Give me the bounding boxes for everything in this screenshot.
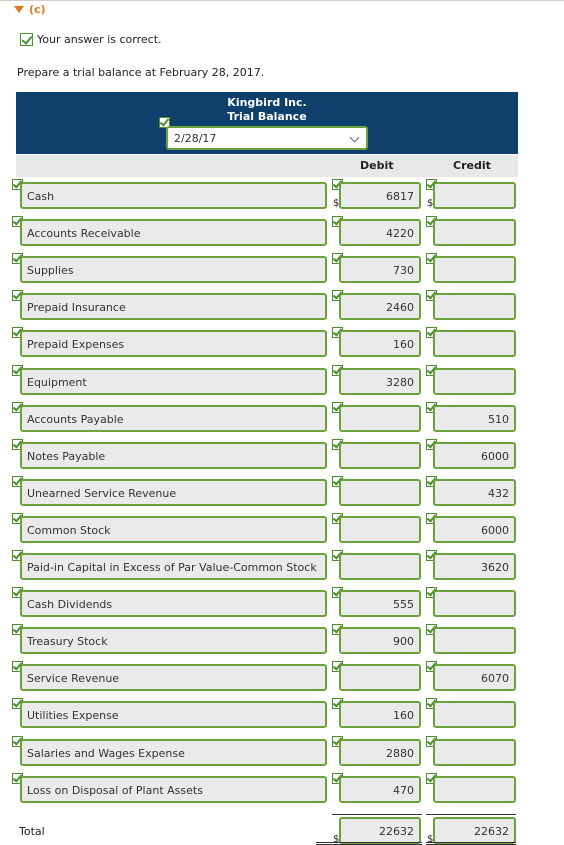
credit-field[interactable]: 510	[433, 405, 516, 432]
credit-field[interactable]	[433, 256, 516, 283]
table-row	[0, 734, 564, 771]
table-row	[0, 511, 564, 548]
table-row	[0, 214, 564, 251]
correct-status	[20, 33, 162, 46]
checkmark-icon	[20, 33, 33, 46]
credit-field[interactable]	[433, 776, 516, 803]
debit-dollar-sign: $	[333, 198, 340, 209]
debit-field[interactable]	[339, 442, 421, 469]
status-text: Your answer is correct.	[37, 33, 162, 46]
debit-field[interactable]: 160	[339, 701, 421, 728]
debit-field[interactable]: 900	[339, 627, 421, 654]
debit-field[interactable]	[339, 516, 421, 543]
account-field[interactable]: Cash	[20, 182, 327, 209]
debit-total-rule	[332, 814, 422, 815]
credit-field[interactable]	[433, 590, 516, 617]
date-select-value: 2/28/17	[174, 132, 217, 145]
credit-field[interactable]	[433, 627, 516, 654]
account-field[interactable]: Cash Dividends	[20, 590, 327, 617]
account-field[interactable]: Notes Payable	[20, 442, 327, 469]
credit-total-dollar: $	[427, 834, 434, 845]
account-field[interactable]: Prepaid Expenses	[20, 330, 327, 357]
part-label: (c)	[29, 3, 46, 16]
table-row	[0, 288, 564, 325]
account-field[interactable]: Common Stock	[20, 516, 327, 543]
debit-field[interactable]: 4220	[339, 219, 421, 246]
credit-total-rule	[426, 814, 516, 815]
table-row	[0, 177, 564, 214]
debit-field[interactable]	[339, 553, 421, 580]
account-field[interactable]: Service Revenue	[20, 664, 327, 691]
instruction-text: Prepare a trial balance at February 28, 2017.	[17, 66, 265, 79]
part-toggle[interactable]	[14, 3, 46, 16]
total-row	[0, 814, 564, 845]
credit-field[interactable]: 432	[433, 479, 516, 506]
account-field[interactable]: Utilities Expense	[20, 701, 327, 728]
top-divider	[0, 0, 564, 1]
account-field[interactable]: Treasury Stock	[20, 627, 327, 654]
account-field[interactable]: Prepaid Insurance	[20, 293, 327, 320]
debit-field[interactable]	[339, 405, 421, 432]
credit-field[interactable]	[433, 701, 516, 728]
credit-field[interactable]: 6070	[433, 664, 516, 691]
table-row	[0, 400, 564, 437]
company-name: Kingbird Inc.	[227, 96, 307, 109]
date-select[interactable]	[166, 126, 368, 150]
credit-field[interactable]	[433, 219, 516, 246]
triangle-down-icon	[14, 6, 24, 13]
debit-field[interactable]	[339, 664, 421, 691]
column-headers	[16, 155, 518, 177]
credit-field[interactable]	[433, 182, 516, 209]
table-row	[0, 437, 564, 474]
table-row	[0, 622, 564, 659]
credit-field[interactable]	[433, 330, 516, 357]
credit-field[interactable]: 3620	[433, 553, 516, 580]
debit-field[interactable]: 730	[339, 256, 421, 283]
debit-field[interactable]: 3280	[339, 368, 421, 395]
table-row	[0, 474, 564, 511]
account-field[interactable]: Unearned Service Revenue	[20, 479, 327, 506]
chevron-down-icon	[350, 133, 360, 143]
account-field[interactable]: Supplies	[20, 256, 327, 283]
debit-total-dollar: $	[333, 834, 340, 845]
debit-field[interactable]: 470	[339, 776, 421, 803]
table-row	[0, 251, 564, 288]
account-field[interactable]: Accounts Receivable	[20, 219, 327, 246]
account-field[interactable]: Accounts Payable	[20, 405, 327, 432]
account-field[interactable]: Paid-in Capital in Excess of Par Value-Common Stock	[20, 553, 327, 580]
debit-column-header: Debit	[360, 159, 394, 172]
credit-field[interactable]	[433, 368, 516, 395]
table-row	[0, 548, 564, 585]
table-row	[0, 363, 564, 400]
credit-field[interactable]	[433, 293, 516, 320]
table-row	[0, 771, 564, 808]
debit-total-field[interactable]: 22632	[339, 817, 421, 844]
debit-field[interactable]: 160	[339, 330, 421, 357]
debit-field[interactable]: 2460	[339, 293, 421, 320]
credit-dollar-sign: $	[427, 198, 434, 209]
account-field[interactable]: Equipment	[20, 368, 327, 395]
total-label: Total	[19, 825, 45, 838]
account-field[interactable]: Loss on Disposal of Plant Assets	[20, 776, 327, 803]
account-field[interactable]: Salaries and Wages Expense	[20, 739, 327, 766]
credit-field[interactable]: 6000	[433, 516, 516, 543]
table-row	[0, 585, 564, 622]
table-row	[0, 659, 564, 696]
debit-field[interactable]	[339, 479, 421, 506]
table-row	[0, 696, 564, 733]
credit-total-field[interactable]: 22632	[433, 817, 516, 844]
table-row	[0, 325, 564, 362]
report-title: Trial Balance	[227, 110, 307, 123]
credit-column-header: Credit	[453, 159, 491, 172]
debit-field[interactable]: 6817	[339, 182, 421, 209]
credit-field[interactable]: 6000	[433, 442, 516, 469]
debit-field[interactable]: 555	[339, 590, 421, 617]
credit-field[interactable]	[433, 739, 516, 766]
debit-field[interactable]: 2880	[339, 739, 421, 766]
